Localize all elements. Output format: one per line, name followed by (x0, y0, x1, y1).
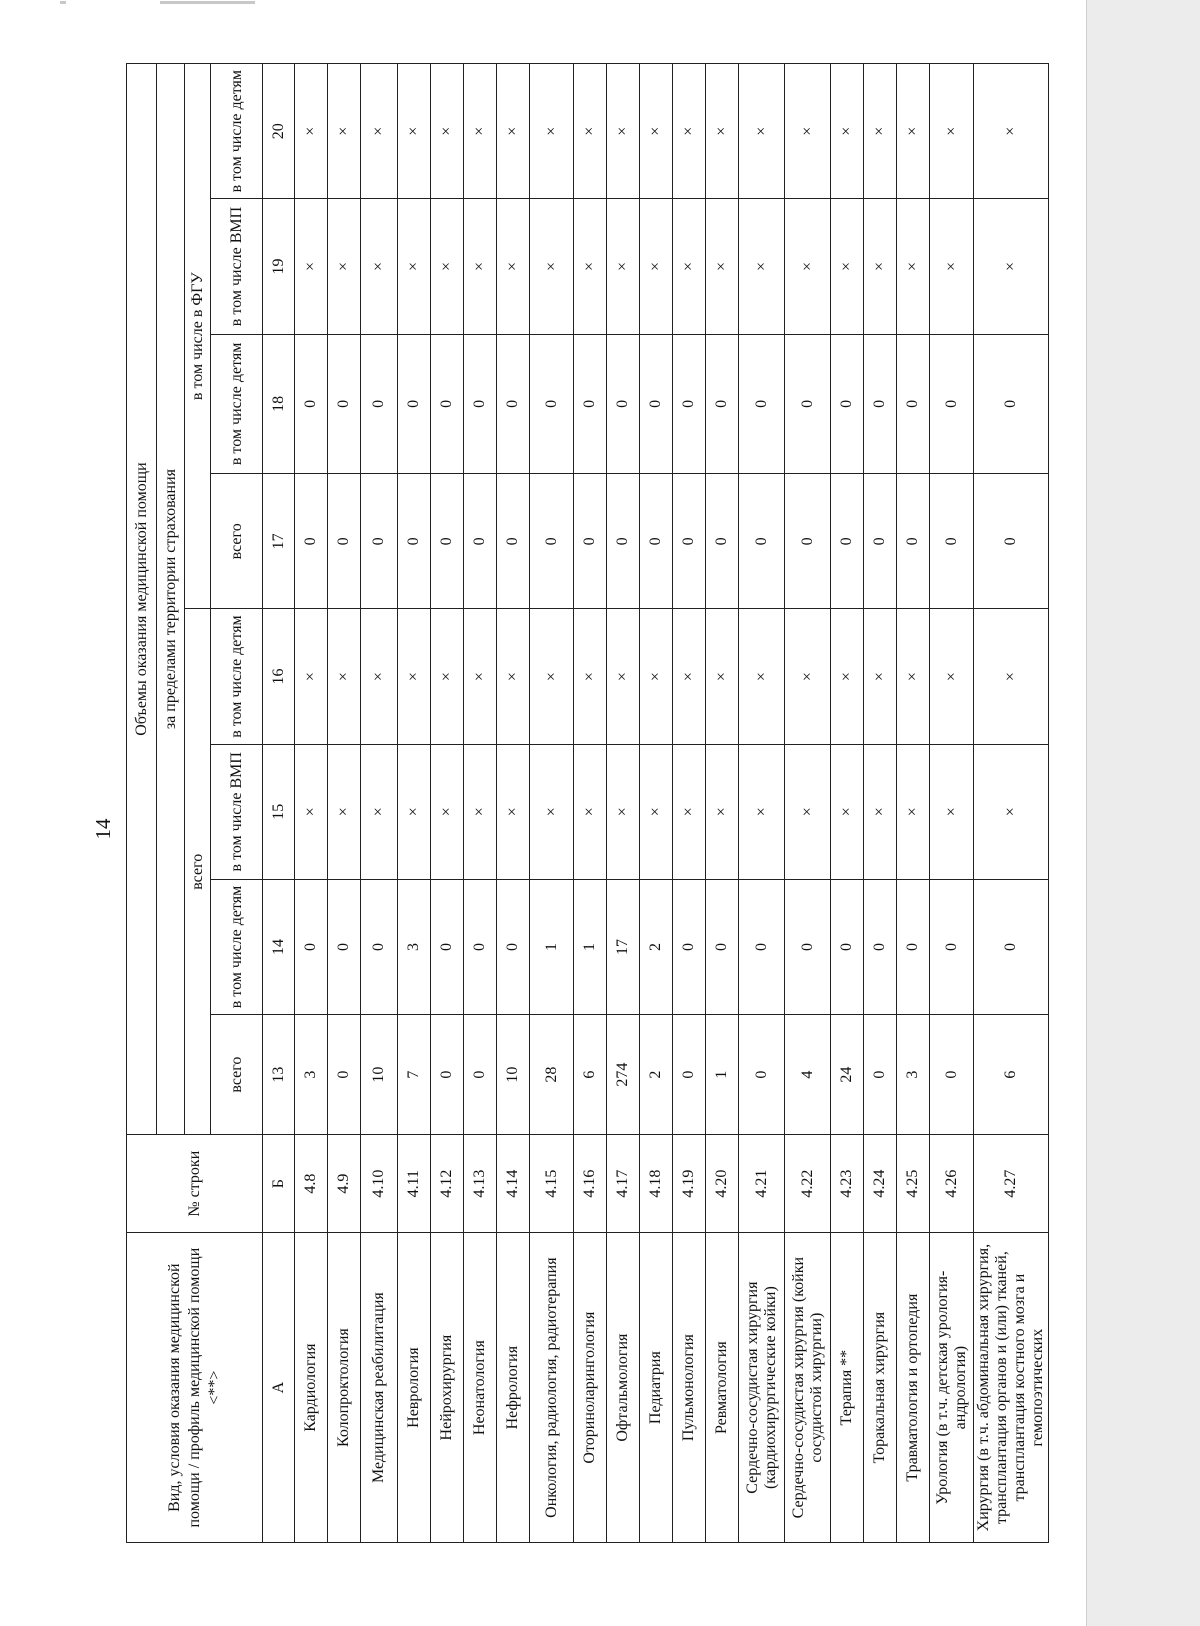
row-value-cell: × (530, 64, 574, 199)
row-value-cell: × (607, 744, 640, 879)
row-value-cell: × (607, 199, 640, 334)
row-number: 4.26 (930, 1135, 974, 1233)
row-value-cell: × (431, 199, 464, 334)
row-value-cell: × (831, 199, 864, 334)
row-number: 4.11 (398, 1135, 431, 1233)
row-number: 4.16 (574, 1135, 607, 1233)
row-value-cell: × (640, 199, 673, 334)
row-value-cell: 0 (864, 474, 897, 609)
row-service-name: Онкология, радиология, радиотерапия (530, 1233, 574, 1543)
column-number: 17 (263, 474, 295, 609)
row-value-cell: × (739, 609, 785, 744)
header-total-block: всего (185, 609, 211, 1135)
row-value-cell: 0 (897, 334, 930, 474)
row-value-cell: 0 (398, 334, 431, 474)
row-service-name: Неонатология (464, 1233, 497, 1543)
row-value-cell: × (785, 199, 831, 334)
row-value-cell: 4 (785, 1015, 831, 1135)
row-value-cell: × (361, 64, 398, 199)
row-number: 4.14 (497, 1135, 530, 1233)
row-value-cell: 0 (930, 334, 974, 474)
row-value-cell: 0 (706, 474, 739, 609)
table-row (831, 64, 864, 1543)
row-service-name: Хирургия (в т.ч. абдоминальная хирургия, трансплантация органов и (или) тканей, трансплантация костного мозга и гемопоэтических (974, 1233, 1049, 1543)
row-value-cell: × (328, 744, 361, 879)
column-number: 15 (263, 744, 295, 879)
column-number: Б (263, 1135, 295, 1233)
row-service-name: Офтальмология (607, 1233, 640, 1543)
row-value-cell: × (398, 609, 431, 744)
row-number: 4.8 (295, 1135, 328, 1233)
row-value-cell: 0 (361, 474, 398, 609)
row-value-cell: 0 (739, 334, 785, 474)
column-number: 20 (263, 64, 295, 199)
row-value-cell: × (706, 609, 739, 744)
row-value-cell: × (930, 609, 974, 744)
table-row (431, 64, 464, 1543)
row-value-cell: × (673, 199, 706, 334)
table-row (864, 64, 897, 1543)
row-value-cell: × (464, 609, 497, 744)
row-value-cell: 0 (706, 879, 739, 1014)
row-value-cell: × (706, 199, 739, 334)
row-value-cell: × (640, 64, 673, 199)
row-value-cell: × (574, 744, 607, 879)
row-value-cell: 0 (607, 474, 640, 609)
row-value-cell: × (574, 64, 607, 199)
row-value-cell: 1 (530, 879, 574, 1014)
row-value-cell: × (930, 199, 974, 334)
row-value-cell: 0 (831, 334, 864, 474)
row-value-cell: × (864, 744, 897, 879)
row-value-cell: × (530, 744, 574, 879)
row-value-cell: × (864, 609, 897, 744)
row-value-cell: × (464, 744, 497, 879)
volumes-table-wrapper (126, 63, 1046, 1543)
row-value-cell: 0 (864, 879, 897, 1014)
header-service-type: Вид, условия оказания медицинской помощи / профиль медицинской помощи <**> (127, 1233, 263, 1543)
row-number: 4.25 (897, 1135, 930, 1233)
row-value-cell: 0 (295, 879, 328, 1014)
row-service-name: Оториноларингология (574, 1233, 607, 1543)
header-children: в том числе детям (211, 879, 263, 1014)
row-value-cell: 0 (673, 1015, 706, 1135)
row-value-cell: × (974, 199, 1049, 334)
row-value-cell: 0 (739, 1015, 785, 1135)
row-value-cell: × (673, 744, 706, 879)
row-value-cell: 0 (930, 1015, 974, 1135)
row-value-cell: 1 (574, 879, 607, 1014)
row-value-cell: 0 (974, 879, 1049, 1014)
row-value-cell: 0 (361, 879, 398, 1014)
row-number: 4.15 (530, 1135, 574, 1233)
row-service-name: Сердечно-сосудистая хирургия (кардиохирургические койки) (739, 1233, 785, 1543)
row-value-cell: 0 (431, 334, 464, 474)
row-value-cell: × (974, 64, 1049, 199)
row-value-cell: 0 (431, 1015, 464, 1135)
row-value-cell: 0 (328, 474, 361, 609)
row-service-name: Сердечно-сосудистая хирургия (койки сосудистой хирургии) (785, 1233, 831, 1543)
row-value-cell: × (497, 609, 530, 744)
row-value-cell: × (464, 199, 497, 334)
row-service-name: Травматология и ортопедия (897, 1233, 930, 1543)
row-value-cell: 0 (607, 334, 640, 474)
row-value-cell: 0 (361, 334, 398, 474)
row-value-cell: × (328, 609, 361, 744)
row-value-cell: × (530, 609, 574, 744)
header-vmp: в том числе ВМП (211, 744, 263, 879)
row-value-cell: × (607, 609, 640, 744)
row-value-cell: × (328, 199, 361, 334)
row-service-name: Торакальная хирургия (864, 1233, 897, 1543)
row-value-cell: × (739, 744, 785, 879)
row-service-name: Медицинская реабилитация (361, 1233, 398, 1543)
row-value-cell: 0 (831, 879, 864, 1014)
row-number: 4.12 (431, 1135, 464, 1233)
row-value-cell: × (295, 64, 328, 199)
table-row (464, 64, 497, 1543)
row-value-cell: 0 (974, 474, 1049, 609)
row-value-cell: 0 (864, 1015, 897, 1135)
table-row (930, 64, 974, 1543)
column-number: 16 (263, 609, 295, 744)
scan-artifact (40, 0, 270, 6)
row-service-name: Ревматология (706, 1233, 739, 1543)
row-value-cell: 0 (897, 474, 930, 609)
row-value-cell: × (431, 609, 464, 744)
header-outside-territory: за пределами территории страхования (157, 64, 185, 1135)
table-row (974, 64, 1049, 1543)
row-value-cell: 0 (739, 474, 785, 609)
row-value-cell: 0 (640, 334, 673, 474)
row-value-cell: 0 (464, 1015, 497, 1135)
row-value-cell: 0 (673, 474, 706, 609)
row-value-cell: × (497, 199, 530, 334)
row-value-cell: × (897, 744, 930, 879)
row-value-cell: 0 (974, 334, 1049, 474)
table-row (607, 64, 640, 1543)
row-value-cell: 0 (497, 334, 530, 474)
row-value-cell: 17 (607, 879, 640, 1014)
row-value-cell: × (739, 64, 785, 199)
table-row (706, 64, 739, 1543)
row-value-cell: × (328, 64, 361, 199)
row-value-cell: 0 (785, 474, 831, 609)
row-value-cell: × (673, 609, 706, 744)
row-value-cell: 0 (464, 334, 497, 474)
row-value-cell: 0 (785, 879, 831, 1014)
row-value-cell: × (706, 64, 739, 199)
row-value-cell: × (864, 64, 897, 199)
row-value-cell: × (974, 609, 1049, 744)
row-service-name: Педиатрия (640, 1233, 673, 1543)
row-value-cell: × (361, 744, 398, 879)
table-row (785, 64, 831, 1543)
row-value-cell: × (831, 744, 864, 879)
row-value-cell: 0 (673, 334, 706, 474)
row-value-cell: 0 (295, 474, 328, 609)
row-value-cell: × (897, 199, 930, 334)
row-value-cell: 0 (930, 879, 974, 1014)
table-row (640, 64, 673, 1543)
row-value-cell: × (831, 64, 864, 199)
row-value-cell: 0 (497, 474, 530, 609)
header-group-volumes: Объемы оказания медицинской помощи (127, 64, 157, 1135)
row-value-cell: 0 (831, 474, 864, 609)
column-number: 14 (263, 879, 295, 1014)
row-number: 4.27 (974, 1135, 1049, 1233)
row-number: 4.22 (785, 1135, 831, 1233)
row-value-cell: 24 (831, 1015, 864, 1135)
row-value-cell: × (574, 609, 607, 744)
row-service-name: Урология (в т.ч. детская урология-андрология) (930, 1233, 974, 1543)
column-number: 18 (263, 334, 295, 474)
table-row (897, 64, 930, 1543)
page-number: 14 (91, 818, 115, 840)
row-value-cell: × (361, 609, 398, 744)
row-value-cell: × (897, 64, 930, 199)
table-row (328, 64, 361, 1543)
row-value-cell: 0 (328, 1015, 361, 1135)
row-value-cell: 0 (864, 334, 897, 474)
row-value-cell: × (497, 744, 530, 879)
row-value-cell: 6 (574, 1015, 607, 1135)
row-value-cell: 0 (706, 334, 739, 474)
row-service-name: Нефрология (497, 1233, 530, 1543)
row-value-cell: 0 (785, 334, 831, 474)
table-row (398, 64, 431, 1543)
header-children: в том числе детям (211, 609, 263, 744)
row-value-cell: 0 (431, 879, 464, 1014)
row-number: 4.23 (831, 1135, 864, 1233)
row-value-cell: 3 (897, 1015, 930, 1135)
row-value-cell: 0 (574, 334, 607, 474)
row-value-cell: 0 (431, 474, 464, 609)
row-service-name: Терапия ** (831, 1233, 864, 1543)
header-fgu-children: в том числе детям (211, 64, 263, 199)
row-value-cell: × (398, 199, 431, 334)
column-number: 13 (263, 1015, 295, 1135)
scan-page-edge (1086, 0, 1200, 1626)
medical-care-volumes-table (126, 63, 1049, 1543)
row-value-cell: × (431, 64, 464, 199)
row-value-cell: 2 (640, 1015, 673, 1135)
row-value-cell: 0 (930, 474, 974, 609)
row-value-cell: × (295, 609, 328, 744)
row-value-cell: 1 (706, 1015, 739, 1135)
row-value-cell: × (831, 609, 864, 744)
header-fgu-block: в том числе в ФГУ (185, 64, 211, 609)
row-value-cell: × (574, 199, 607, 334)
table-row (497, 64, 530, 1543)
row-value-cell: × (785, 64, 831, 199)
row-service-name: Кардиология (295, 1233, 328, 1543)
row-value-cell: × (530, 199, 574, 334)
row-value-cell: 6 (974, 1015, 1049, 1135)
table-row (574, 64, 607, 1543)
row-value-cell: 0 (673, 879, 706, 1014)
row-number: 4.20 (706, 1135, 739, 1233)
table-row (361, 64, 398, 1543)
row-service-name: Нейрохирургия (431, 1233, 464, 1543)
row-value-cell: 0 (328, 334, 361, 474)
row-service-name: Пульмонология (673, 1233, 706, 1543)
row-value-cell: × (640, 744, 673, 879)
row-value-cell: × (897, 609, 930, 744)
row-value-cell: × (706, 744, 739, 879)
row-value-cell: 0 (739, 879, 785, 1014)
row-service-name: Колопроктология (328, 1233, 361, 1543)
row-value-cell: 0 (574, 474, 607, 609)
row-value-cell: 0 (398, 474, 431, 609)
row-value-cell: 2 (640, 879, 673, 1014)
table-row (530, 64, 574, 1543)
row-value-cell: 0 (497, 879, 530, 1014)
row-value-cell: × (739, 199, 785, 334)
row-value-cell: 0 (897, 879, 930, 1014)
row-number: 4.10 (361, 1135, 398, 1233)
row-value-cell: 0 (530, 474, 574, 609)
row-value-cell: × (607, 64, 640, 199)
row-value-cell: 274 (607, 1015, 640, 1135)
row-number: 4.17 (607, 1135, 640, 1233)
header-fgu-vmp: в том числе ВМП (211, 199, 263, 334)
row-number: 4.19 (673, 1135, 706, 1233)
row-number: 4.21 (739, 1135, 785, 1233)
row-value-cell: × (497, 64, 530, 199)
row-value-cell: × (785, 744, 831, 879)
column-number: А (263, 1233, 295, 1543)
row-value-cell: × (785, 609, 831, 744)
row-value-cell: 0 (640, 474, 673, 609)
row-number: 4.13 (464, 1135, 497, 1233)
table-row (739, 64, 785, 1543)
row-value-cell: × (930, 744, 974, 879)
row-value-cell: 0 (295, 334, 328, 474)
row-value-cell: 0 (530, 334, 574, 474)
row-value-cell: 3 (295, 1015, 328, 1135)
row-value-cell: 10 (361, 1015, 398, 1135)
header-total: всего (211, 1015, 263, 1135)
row-number: 4.9 (328, 1135, 361, 1233)
row-number: 4.18 (640, 1135, 673, 1233)
row-value-cell: 7 (398, 1015, 431, 1135)
row-value-cell: × (295, 199, 328, 334)
row-value-cell: 0 (464, 474, 497, 609)
row-value-cell: 10 (497, 1015, 530, 1135)
row-value-cell: × (864, 199, 897, 334)
header-fgu-total: всего (211, 474, 263, 609)
row-value-cell: × (930, 64, 974, 199)
row-value-cell: × (398, 744, 431, 879)
row-value-cell: × (640, 609, 673, 744)
header-fgu-children: в том числе детям (211, 334, 263, 474)
table-row (673, 64, 706, 1543)
row-value-cell: 0 (464, 879, 497, 1014)
column-number: 19 (263, 199, 295, 334)
row-value-cell: × (398, 64, 431, 199)
table-row (295, 64, 328, 1543)
row-service-name: Неврология (398, 1233, 431, 1543)
row-value-cell: × (361, 199, 398, 334)
row-value-cell: 28 (530, 1015, 574, 1135)
row-value-cell: × (974, 744, 1049, 879)
row-value-cell: 3 (398, 879, 431, 1014)
row-value-cell: × (673, 64, 706, 199)
row-value-cell: × (295, 744, 328, 879)
row-value-cell: × (464, 64, 497, 199)
row-value-cell: × (431, 744, 464, 879)
row-value-cell: 0 (328, 879, 361, 1014)
row-number: 4.24 (864, 1135, 897, 1233)
header-row-number: № строки (127, 1135, 263, 1233)
